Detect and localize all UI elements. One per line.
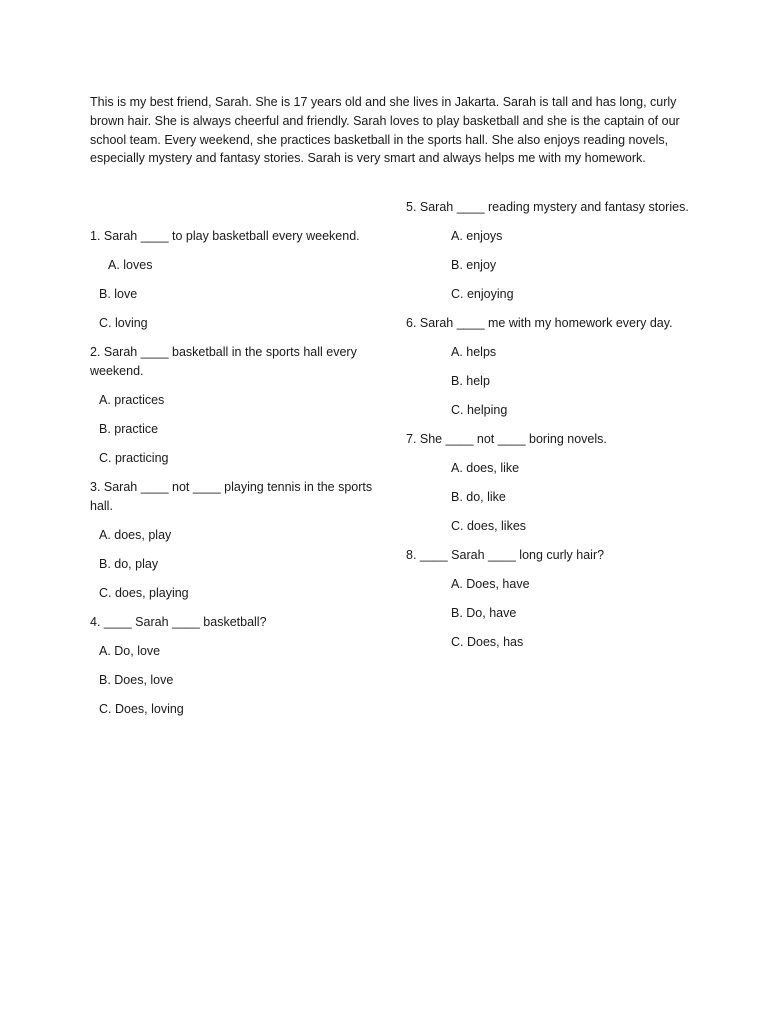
answer-option: B. help	[451, 373, 490, 388]
answer-option: B. do, like	[451, 490, 506, 505]
question-text: 3. Sarah ____ not ____ playing tennis in the sports hall.	[90, 479, 373, 513]
question-4	[90, 613, 380, 719]
question-text: 5. Sarah ____ reading mystery and fantasy stories.	[406, 200, 689, 214]
question-text: 4. ____ Sarah ____ basketball?	[90, 614, 267, 629]
answer-option: B. do, play	[99, 556, 159, 571]
answer-option: A. does, like	[451, 460, 520, 475]
answer-options	[90, 391, 380, 468]
answer-options	[406, 459, 696, 536]
answer-option: C. does, playing	[99, 585, 189, 600]
question-2	[90, 343, 380, 468]
question-text: 2. Sarah ____ basketball in the sports hall every weekend.	[90, 345, 357, 378]
answer-option: A. helps	[451, 344, 497, 359]
answer-option: A. practices	[99, 392, 165, 407]
answer-option: B. Do, have	[451, 606, 517, 621]
questions-left-column	[90, 227, 380, 729]
answer-option: A. does, play	[99, 527, 172, 542]
question-3	[90, 478, 380, 603]
answer-option: A. Do, love	[99, 643, 161, 658]
question-text: 8. ____ Sarah ____ long curly hair?	[406, 548, 605, 563]
answer-option: A. loves	[108, 257, 153, 272]
question-1	[90, 227, 380, 333]
question-6	[406, 314, 696, 420]
answer-options	[406, 343, 696, 420]
answer-options	[406, 227, 696, 304]
answer-option: B. Does, love	[99, 672, 174, 687]
answer-options	[406, 575, 696, 652]
question-8	[406, 546, 696, 652]
question-text: 1. Sarah ____ to play basketball every weekend.	[90, 229, 360, 243]
answer-options	[90, 526, 380, 603]
question-5	[406, 198, 696, 304]
answer-option: C. loving	[99, 315, 148, 330]
answer-option: C. does, likes	[451, 519, 527, 534]
answer-option: A. enjoys	[451, 228, 503, 243]
question-text: 7. She ____ not ____ boring novels.	[406, 432, 607, 447]
answer-option: C. helping	[451, 403, 508, 418]
question-text: 6. Sarah ____ me with my homework every day.	[406, 316, 673, 331]
answer-option: B. enjoy	[451, 257, 497, 272]
reading-passage: This is my best friend, Sarah. She is 17 years old and she lives in Jakarta. Sarah is tall and has long, curly brown hair. She is always cheerful and friendly. Sarah loves to play basketball and she is the captain of our school team. Every weekend, she practices basketball in the sports hall. She also enjoys reading novels, especially mystery and fantasy stories. Sarah is very smart and always helps me with my homework.	[90, 95, 680, 166]
question-7	[406, 430, 696, 536]
answer-option: B. practice	[99, 421, 159, 436]
answer-option: A. Does, have	[451, 577, 530, 592]
answer-options	[90, 256, 380, 333]
answer-option: C. practicing	[99, 450, 169, 465]
answer-options	[90, 642, 380, 719]
answer-option: C. enjoying	[451, 286, 514, 301]
answer-option: C. Does, has	[451, 635, 524, 650]
questions-right-column	[406, 198, 696, 662]
answer-option: C. Does, loving	[99, 701, 184, 716]
answer-option: B. love	[99, 286, 138, 301]
